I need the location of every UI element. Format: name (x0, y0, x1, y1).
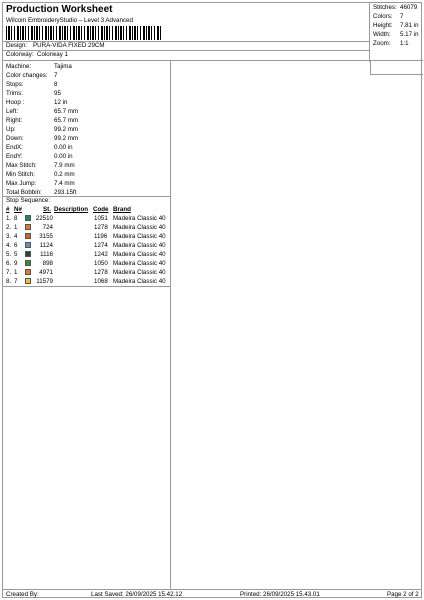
created-by: Created By: (6, 591, 39, 598)
row-needle: 7 (14, 278, 18, 285)
design-value: PURA-VIDA FIXED 29CM (33, 42, 105, 49)
machine-row: Min Stitch: 0.2 mm (6, 171, 75, 178)
printed-date: Printed: 26/09/2025 15.43.01 (240, 591, 320, 598)
stop-sequence-title: Stop Sequence: (6, 197, 51, 204)
color-swatch (25, 251, 31, 257)
page-title: Production Worksheet (6, 4, 113, 15)
divider (3, 286, 170, 287)
color-swatch (25, 260, 31, 266)
machine-row: Stops: 8 (6, 81, 58, 88)
table-row (3, 224, 170, 233)
table-row (3, 251, 170, 260)
machine-row: EndY: 0.00 in (6, 153, 73, 160)
color-swatch (25, 278, 31, 284)
row-brand: Madeira Classic 40 (113, 269, 166, 276)
table-row (3, 233, 170, 242)
row-needle: 6 (14, 242, 18, 249)
row-stitches: 3155 (39, 233, 53, 240)
divider (3, 41, 370, 42)
machine-row: Up: 99.2 mm (6, 126, 79, 133)
col-header-code: Code (93, 206, 109, 213)
machine-row: Max Stitch: 7.9 mm (6, 162, 75, 169)
machine-row: Color changes: 7 (6, 72, 58, 79)
row-code: 1050 (94, 260, 108, 267)
row-code: 1278 (94, 224, 108, 231)
row-index: 6. (6, 260, 12, 267)
row-index: 4. (6, 242, 12, 249)
colorway-value: Colorway 1 (37, 51, 68, 58)
design-label: Design: (6, 42, 27, 49)
stat-zoom: Zoom: 1:1 (373, 40, 409, 47)
row-code: 1068 (94, 278, 108, 285)
row-code: 1274 (94, 242, 108, 249)
row-stitches: 1124 (39, 242, 53, 249)
stat-stitches: Stitches: 46079 (373, 4, 418, 11)
divider (3, 50, 370, 51)
worksheet-page (2, 2, 422, 598)
stat-colors: Colors: 7 (373, 13, 404, 20)
row-index: 3. (6, 233, 12, 240)
column-divider (170, 60, 171, 589)
software-subtitle: Wilcom EmbroideryStudio – Level 3 Advanced (6, 17, 133, 24)
divider (370, 74, 423, 75)
col-header-needle: N# (14, 206, 22, 213)
table-row (3, 269, 170, 278)
row-stitches: 724 (42, 224, 53, 231)
machine-row: Total Bobbin: 293.15ft (6, 189, 77, 196)
row-brand: Madeira Classic 40 (113, 233, 166, 240)
stat-height: Height: 7.81 in (373, 22, 419, 29)
row-stitches: 1116 (40, 251, 53, 258)
row-code: 1242 (94, 251, 108, 258)
machine-row: Hoop : 12 in (6, 99, 68, 106)
divider (370, 60, 371, 74)
color-swatch (25, 215, 31, 221)
stat-width: Width: 5.17 in (373, 31, 419, 38)
row-needle: 1 (14, 224, 18, 231)
header-panel (3, 3, 370, 62)
machine-row: Left: 65.7 mm (6, 108, 79, 115)
col-header-stitches: St. (43, 206, 51, 213)
row-brand: Madeira Classic 40 (113, 278, 166, 285)
row-stitches: 898 (42, 260, 53, 267)
colorway-label: Colorway: (6, 51, 34, 58)
row-stitches: 11579 (36, 278, 53, 285)
color-swatch (25, 233, 31, 239)
machine-row: EndX: 0.00 in (6, 144, 73, 151)
col-header-description: Description (54, 206, 89, 213)
row-needle: 9 (14, 260, 18, 267)
row-index: 2. (6, 224, 12, 231)
row-code: 1278 (94, 269, 108, 276)
row-needle: 4 (14, 233, 18, 240)
divider (3, 60, 423, 61)
colorway-row (6, 51, 68, 58)
color-swatch (25, 242, 31, 248)
row-brand: Madeira Classic 40 (113, 215, 166, 222)
barcode-image (6, 26, 161, 40)
row-index: 1. (6, 215, 12, 222)
row-index: 5. (6, 251, 12, 258)
row-brand: Madeira Classic 40 (113, 251, 166, 258)
row-needle: 5 (14, 251, 18, 258)
row-brand: Madeira Classic 40 (113, 224, 166, 231)
table-row (3, 242, 170, 251)
page-footer (3, 589, 421, 598)
color-swatch (25, 224, 31, 230)
machine-row: Right: 65.7 mm (6, 117, 79, 124)
row-code: 1196 (94, 233, 108, 240)
row-needle: 8 (14, 215, 18, 222)
row-needle: 1 (14, 269, 18, 276)
col-header-index: # (6, 206, 10, 213)
machine-row: Machine: Tajima (6, 63, 72, 70)
row-stitches: 4971 (39, 269, 53, 276)
row-index: 7. (6, 269, 12, 276)
machine-row: Trims: 95 (6, 90, 61, 97)
table-row (3, 215, 170, 224)
row-brand: Madeira Classic 40 (113, 242, 166, 249)
row-index: 8. (6, 278, 12, 285)
row-brand: Madeira Classic 40 (113, 260, 166, 267)
design-row (6, 42, 105, 49)
last-saved: Last Saved: 26/09/2025 15.42.12 (91, 591, 183, 598)
row-stitches: 22510 (35, 215, 53, 222)
row-code: 1051 (94, 215, 108, 222)
page-number: Page 2 of 2 (387, 591, 419, 598)
color-swatch (25, 269, 31, 275)
machine-row: Max Jump: 7.4 mm (6, 180, 75, 187)
col-header-brand: Brand (113, 206, 131, 213)
stats-panel (370, 3, 422, 75)
table-row (3, 260, 170, 269)
machine-row: Down: 99.2 mm (6, 135, 79, 142)
